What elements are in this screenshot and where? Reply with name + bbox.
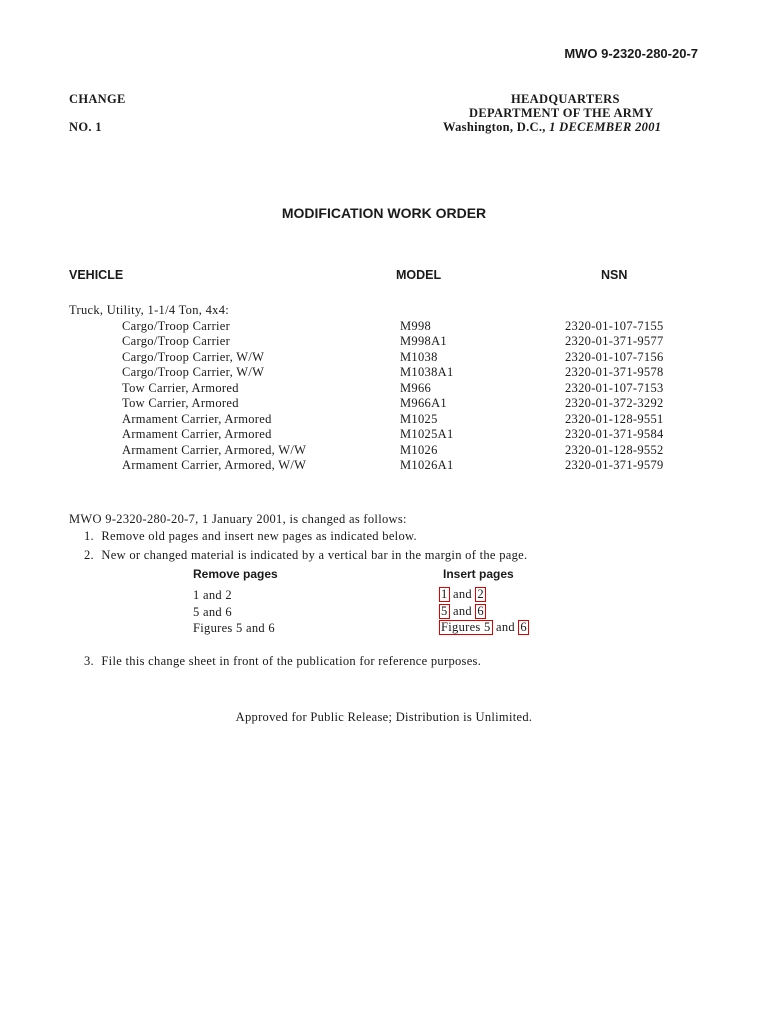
step-text: File this change sheet in front of the publication for reference purposes. [101,654,482,668]
insert-page-item [439,620,529,635]
page-link[interactable]: 6 [520,620,527,634]
page-link[interactable]: 5 [441,604,448,618]
page-link[interactable]: 1 [441,587,448,601]
vehicle-row-model: M1026A1 [400,458,454,472]
step-2 [84,548,527,563]
step-3 [84,654,481,669]
step-number: 2. [84,548,94,562]
vehicle-row-model: M1026 [400,442,438,457]
vehicle-row-nsn: 2320-01-371-9584 [565,427,664,441]
vehicle-row-model: M1038A1 [400,365,454,379]
vehicle-row-model: M1038 [400,349,438,364]
step-1 [84,529,417,544]
header-vehicle: VEHICLE [69,268,124,282]
vehicle-row-model: M998A1 [400,334,447,348]
vehicle-row-nsn: 2320-01-128-9551 [565,411,664,426]
vehicle-row-vehicle: Cargo/Troop Carrier, W/W [122,365,265,379]
vehicle-row-nsn: 2320-01-107-7153 [565,380,664,395]
hq-date: 1 DECEMBER 2001 [549,120,662,134]
change-number: NO. 1 [69,120,102,134]
vehicle-row-model: M998 [400,318,432,333]
vehicle-row-vehicle: Armament Carrier, Armored [122,427,272,441]
vehicle-row-vehicle: Cargo/Troop Carrier, W/W [122,349,265,364]
vehicle-group-label: Truck, Utility, 1-1/4 Ton, 4x4: [69,303,230,317]
step-text: Remove old pages and insert new pages as indicated below. [101,529,417,543]
vehicle-row-vehicle: Armament Carrier, Armored, W/W [122,442,307,457]
insert-connector: and [453,587,472,601]
hq-location: Washington, D.C., [443,120,546,134]
vehicle-row-model: M1025A1 [400,427,454,441]
vehicle-row-vehicle: Cargo/Troop Carrier [122,318,231,333]
vehicle-row-model: M966A1 [400,396,447,410]
header-nsn: NSN [601,268,628,282]
hq-line2: DEPARTMENT OF THE ARMY [469,106,654,120]
change-intro: MWO 9-2320-280-20-7, 1 January 2001, is changed as follows: [69,512,407,526]
vehicle-row-nsn: 2320-01-107-7155 [565,318,664,333]
page-link[interactable]: Figures 5 [441,620,491,634]
page-title: MODIFICATION WORK ORDER [281,205,487,221]
vehicle-row-vehicle: Armament Carrier, Armored [122,411,272,426]
vehicle-row-vehicle: Tow Carrier, Armored [122,380,239,395]
page-link[interactable]: 6 [477,604,484,618]
step-text: New or changed material is indicated by a vertical bar in the margin of the page. [101,548,528,562]
vehicle-row-nsn: 2320-01-128-9552 [565,442,664,457]
insert-page-item [439,587,486,602]
vehicle-row-vehicle: Cargo/Troop Carrier [122,334,231,348]
insert-pages-header: Insert pages [443,567,514,581]
remove-page-item: Figures 5 and 6 [193,621,275,635]
change-label: CHANGE [69,92,126,106]
hq-line1: HEADQUARTERS [511,92,620,106]
remove-page-item: 5 and 6 [193,605,232,619]
step-number: 1. [84,529,94,543]
remove-page-item: 1 and 2 [193,588,232,602]
vehicle-row-nsn: 2320-01-371-9577 [565,334,664,348]
vehicle-row-model: M966 [400,380,432,395]
document-number: MWO 9-2320-280-20-7 [564,46,698,61]
vehicle-row-nsn: 2320-01-372-3292 [565,396,664,410]
step-number: 3. [84,654,94,668]
insert-connector: and [453,604,472,618]
vehicle-row-model: M1025 [400,411,438,426]
vehicle-row-vehicle: Tow Carrier, Armored [122,396,239,410]
page-link[interactable]: 2 [477,587,484,601]
hq-location-date [443,120,661,135]
vehicle-row-nsn: 2320-01-107-7156 [565,349,664,364]
release-statement: Approved for Public Release; Distribution is Unlimited. [235,710,533,724]
remove-pages-header: Remove pages [193,567,278,581]
header-model: MODEL [396,268,442,282]
vehicle-row-nsn: 2320-01-371-9578 [565,365,664,379]
vehicle-row-vehicle: Armament Carrier, Armored, W/W [122,458,307,472]
insert-page-item [439,604,486,619]
vehicle-row-nsn: 2320-01-371-9579 [565,458,664,472]
insert-connector: and [496,620,515,634]
